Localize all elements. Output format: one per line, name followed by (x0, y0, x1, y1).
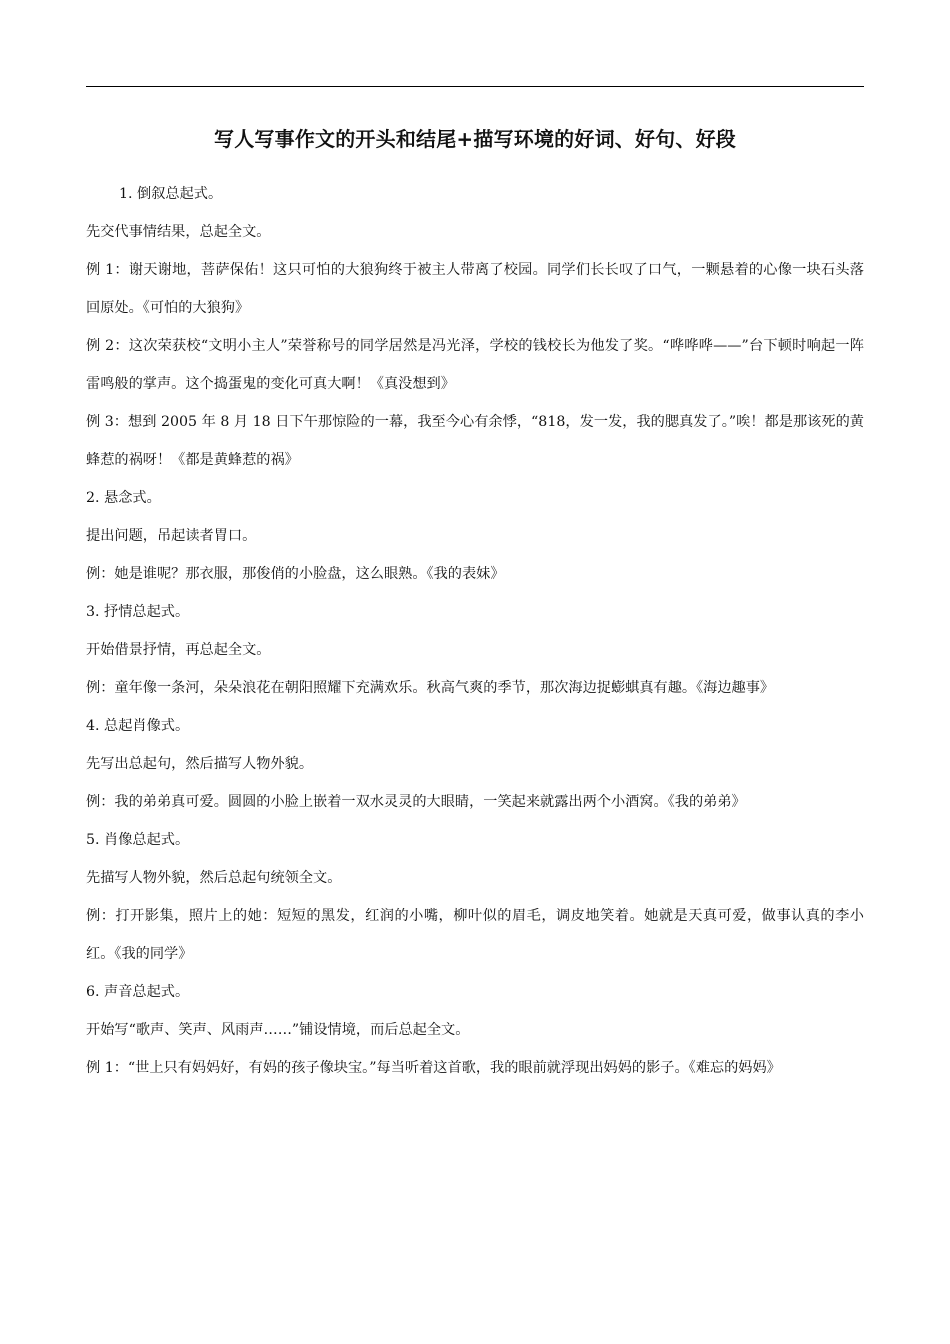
section-description-1: 先交代事情结果，总起全文。 (86, 224, 271, 240)
section-heading-4: 4. 总起肖像式。 (86, 718, 190, 734)
example-paragraph: 例：童年像一条河，朵朵浪花在朝阳照耀下充满欢乐。秋高气爽的季节，那次海边捉蟛蜞真有趣。《海边趣事》 (86, 680, 775, 696)
section-description-6: 开始写“歌声、笑声、风雨声……”铺设情境，而后总起全文。 (86, 1022, 470, 1038)
header-rule (86, 86, 864, 87)
section-description-5: 先描写人物外貌，然后总起句统领全文。 (86, 870, 342, 886)
section-heading-5: 5. 肖像总起式。 (86, 832, 190, 848)
document-title: 写人写事作文的开头和结尾+描写环境的好词、好句、好段 (214, 127, 736, 151)
example-paragraph: 例 1：“世上只有妈妈好，有妈的孩子像块宝。”每当听着这首歌，我的眼前就浮现出妈妈的影子。《难忘的妈妈》 (86, 1060, 781, 1076)
section-heading-3: 3. 抒情总起式。 (86, 604, 190, 620)
example-paragraph: 例 2：这次荣获校“文明小主人”荣誉称号的同学居然是冯光泽，学校的钱校长为他发了奖。“哗哗哗——”台下顿时响起一阵雷鸣般的掌声。这个捣蛋鬼的变化可真大啊！《真没想到》 (86, 338, 864, 392)
section-description-4: 先写出总起句，然后描写人物外貌。 (86, 756, 314, 772)
section-description-3: 开始借景抒情，再总起全文。 (86, 642, 271, 658)
example-paragraph: 例：打开影集，照片上的她：短短的黑发，红润的小嘴，柳叶似的眉毛，调皮地笑着。她就是天真可爱，做事认真的李小红。《我的同学》 (86, 908, 864, 962)
section-heading-2: 2. 悬念式。 (86, 490, 161, 506)
example-paragraph: 例 1：谢天谢地，菩萨保佑！这只可怕的大狼狗终于被主人带离了校园。同学们长长叹了口气，一颗悬着的心像一块石头落回原处。《可怕的大狼狗》 (86, 262, 864, 316)
example-paragraph: 例 3：想到 2005 年 8 月 18 日下午那惊险的一幕，我至今心有余悸，“818，发一发，我的腮真发了。”唉！都是那该死的黄蜂惹的祸呀！《都是黄蜂惹的祸》 (86, 414, 864, 468)
section-heading-1: 1. 倒叙总起式。 (119, 186, 223, 202)
section-heading-6: 6. 声音总起式。 (86, 984, 190, 1000)
section-description-2: 提出问题，吊起读者胃口。 (86, 528, 257, 544)
document-body (86, 175, 864, 1087)
example-paragraph: 例：我的弟弟真可爱。圆圆的小脸上嵌着一双水灵灵的大眼睛，一笑起来就露出两个小酒窝。《我的弟弟》 (86, 794, 746, 810)
example-paragraph: 例：她是谁呢？那衣服，那俊俏的小脸盘，这么眼熟。《我的表妹》 (86, 566, 505, 582)
